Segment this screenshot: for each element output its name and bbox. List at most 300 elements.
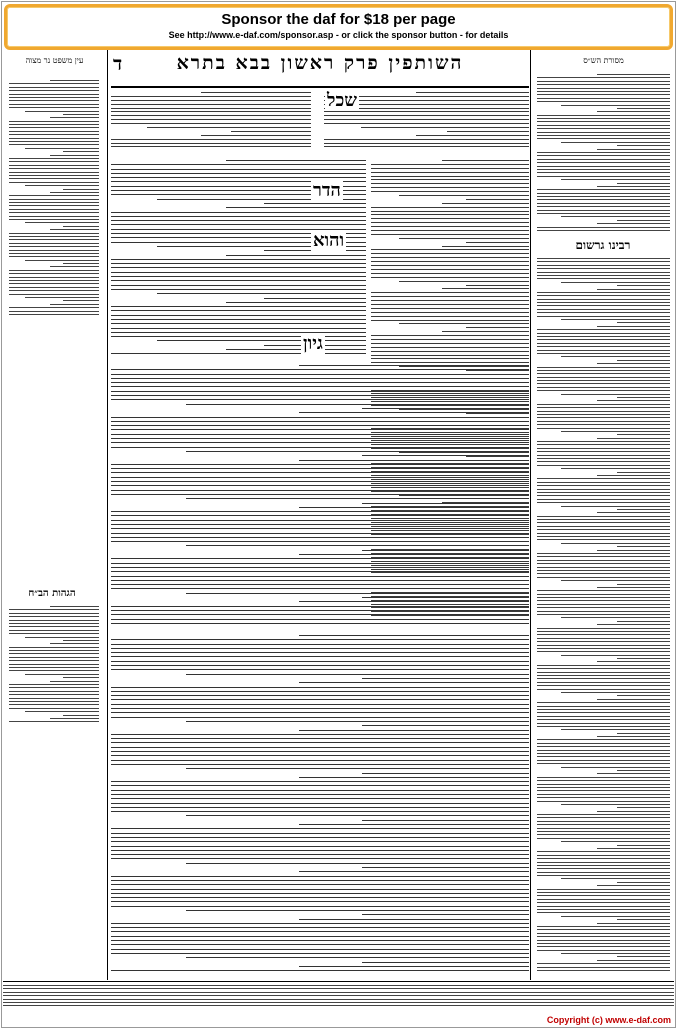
text-line: [371, 191, 529, 192]
gemara-word-gvin: גיון: [303, 333, 323, 354]
text-line: [9, 698, 99, 699]
text-line: [9, 178, 99, 179]
text-line: [537, 682, 670, 683]
text-line: [399, 323, 529, 324]
text-line: [9, 182, 99, 183]
text-line: [537, 753, 670, 754]
text-line: [537, 312, 670, 313]
text-line: [371, 300, 529, 301]
text-line: [299, 635, 529, 636]
text-line: [597, 848, 670, 849]
text-line: [537, 892, 670, 893]
text-line: [111, 901, 529, 902]
text-line: [111, 648, 529, 649]
text-line: [597, 186, 670, 187]
text-line: [50, 192, 100, 193]
text-line: [537, 526, 670, 527]
text-line: [186, 910, 529, 911]
text-line: [362, 550, 529, 551]
text-line: [537, 777, 670, 778]
text-line: [561, 916, 670, 917]
text-line: [9, 653, 99, 654]
text-line: [537, 638, 670, 639]
text-line: [537, 868, 670, 869]
text-line: [371, 362, 529, 363]
text-line: [371, 183, 529, 184]
text-line: [617, 956, 670, 957]
text-line: [9, 168, 99, 169]
text-line: [111, 738, 529, 739]
text-line: [537, 909, 670, 910]
text-line: [9, 243, 99, 244]
text-line: [111, 850, 529, 851]
text-line: [111, 442, 529, 443]
text-line: [111, 477, 529, 478]
text-line: [597, 438, 670, 439]
text-line: [371, 218, 529, 219]
text-line: [9, 630, 99, 631]
text-line: [9, 253, 99, 254]
text-line: [324, 111, 529, 112]
text-line: [9, 205, 99, 206]
text-line: [186, 863, 529, 864]
text-line: [537, 539, 670, 540]
text-line: [399, 281, 529, 282]
text-line: [597, 326, 670, 327]
text-line: [371, 226, 529, 227]
text-line: [537, 862, 670, 863]
text-line: [111, 580, 529, 581]
text-line: [537, 739, 670, 740]
text-line: [537, 597, 670, 598]
text-line: [111, 669, 529, 670]
text-line: [537, 648, 670, 649]
text-line: [371, 316, 529, 317]
text-line: [561, 319, 670, 320]
text-line: [9, 250, 99, 251]
text-line: [561, 543, 670, 544]
text-line: [299, 365, 529, 366]
text-line: [537, 851, 670, 852]
text-line: [9, 704, 99, 705]
rabbeinu-gershom-title: רבינו גרשום: [553, 238, 653, 253]
text-line: [537, 210, 670, 211]
text-line: [111, 447, 529, 448]
text-line: [537, 441, 670, 442]
text-line: [111, 323, 366, 324]
text-line: [537, 424, 670, 425]
text-line: [537, 963, 670, 964]
text-line: [111, 289, 366, 290]
text-line: [111, 524, 529, 525]
text-line: [111, 212, 366, 213]
text-line: [537, 533, 670, 534]
text-line: [617, 360, 670, 361]
text-line: [617, 509, 670, 510]
text-line: [617, 285, 670, 286]
text-line: [9, 144, 99, 145]
text-line: [537, 411, 670, 412]
text-line: [111, 96, 311, 97]
text-line: [362, 962, 529, 963]
text-line: [537, 723, 670, 724]
text-line: [371, 339, 529, 340]
text-line: [9, 273, 99, 274]
text-line: [371, 343, 529, 344]
text-line: [561, 506, 670, 507]
text-line: [25, 148, 99, 149]
text-line: [537, 295, 670, 296]
text-line: [537, 81, 670, 82]
text-line: [537, 292, 670, 293]
text-line: [25, 674, 99, 675]
text-line: [111, 272, 366, 273]
text-line: [597, 661, 670, 662]
text-line: [597, 960, 670, 961]
text-line: [537, 115, 670, 116]
gemara-lower-text: [111, 635, 529, 975]
text-line: [537, 600, 670, 601]
ein-mishpat-label: עין משפט נר מצוה: [25, 56, 84, 65]
text-line: [537, 189, 670, 190]
text-line: [371, 312, 529, 313]
text-line: [537, 594, 670, 595]
text-line: [617, 882, 670, 883]
text-line: [63, 640, 99, 641]
text-line: [63, 114, 99, 115]
text-line: [111, 537, 529, 538]
text-line: [537, 336, 670, 337]
text-line: [111, 472, 529, 473]
text-line: [186, 498, 529, 499]
text-line: [537, 370, 670, 371]
text-line: [25, 637, 99, 638]
text-line: [186, 768, 529, 769]
text-line: [371, 249, 529, 250]
text-line: [537, 790, 670, 791]
text-line: [537, 458, 670, 459]
text-line: [597, 475, 670, 476]
text-line: [111, 760, 529, 761]
sponsor-banner[interactable]: [4, 4, 673, 50]
text-line: [371, 207, 529, 208]
text-line: [147, 127, 311, 128]
text-line: [157, 340, 366, 341]
text-line: [362, 773, 529, 774]
text-line: [111, 263, 366, 264]
text-line: [362, 455, 529, 456]
gemara-wide-text: [111, 365, 529, 630]
text-line: [537, 668, 670, 669]
sponsor-title[interactable]: Sponsor the daf for $18 per page: [221, 11, 456, 28]
text-line: [537, 268, 670, 269]
text-line: [537, 685, 670, 686]
text-line: [371, 172, 529, 173]
text-line: [537, 230, 670, 231]
text-line: [447, 131, 529, 132]
text-line: [537, 125, 670, 126]
copyright-link[interactable]: Copyright (c) www.e-daf.com: [546, 1015, 671, 1025]
text-line: [537, 760, 670, 761]
text-line: [111, 949, 529, 950]
text-line: [537, 702, 670, 703]
text-line: [111, 336, 366, 337]
text-line: [537, 373, 670, 374]
text-line: [111, 623, 529, 624]
text-line: [9, 620, 99, 621]
text-line: [537, 902, 670, 903]
text-line: [371, 304, 529, 305]
text-line: [9, 100, 99, 101]
text-line: [299, 871, 529, 872]
text-line: [537, 553, 670, 554]
text-line: [537, 563, 670, 564]
text-line: [9, 124, 99, 125]
text-line: [50, 229, 100, 230]
text-line: [537, 678, 670, 679]
text-line: [9, 195, 99, 196]
text-line: [111, 285, 366, 286]
text-line: [111, 224, 366, 225]
text-line: [537, 746, 670, 747]
text-line: [111, 164, 366, 165]
text-line: [111, 123, 311, 124]
text-line: [537, 651, 670, 652]
text-line: [111, 665, 529, 666]
text-line: [561, 841, 670, 842]
text-line: [9, 647, 99, 648]
text-line: [9, 684, 99, 685]
text-line: [9, 239, 99, 240]
text-line: [537, 465, 670, 466]
text-line: [537, 451, 670, 452]
text-line: [597, 550, 670, 551]
text-line: [537, 343, 670, 344]
footnote-divider: [3, 981, 674, 982]
text-line: [111, 785, 529, 786]
text-line: [537, 152, 670, 153]
text-line: [537, 929, 670, 930]
text-line: [617, 733, 670, 734]
text-line: [597, 773, 670, 774]
text-line: [111, 395, 529, 396]
text-line: [3, 1002, 674, 1003]
text-line: [25, 222, 99, 223]
text-line: [466, 199, 529, 200]
text-line: [371, 211, 529, 212]
text-line: [537, 516, 670, 517]
text-line: [111, 434, 529, 435]
text-line: [537, 206, 670, 207]
text-line: [50, 718, 100, 719]
text-line: [537, 726, 670, 727]
text-line: [186, 593, 529, 594]
text-line: [9, 294, 99, 295]
text-line: [537, 414, 670, 415]
text-line: [186, 815, 529, 816]
text-line: [111, 734, 529, 735]
text-line: [299, 730, 529, 731]
text-line: [9, 691, 99, 692]
text-line: [371, 351, 529, 352]
text-line: [111, 177, 366, 178]
text-line: [111, 369, 529, 370]
text-line: [9, 290, 99, 291]
text-line: [466, 285, 529, 286]
text-line: [111, 897, 529, 898]
text-line: [9, 141, 99, 142]
text-line: [597, 74, 670, 75]
text-line: [617, 658, 670, 659]
text-line: [111, 858, 529, 859]
text-line: [111, 119, 311, 120]
text-line: [9, 670, 99, 671]
left-divider: [107, 50, 108, 980]
text-line: [111, 811, 529, 812]
text-line: [111, 481, 529, 482]
text-line: [9, 199, 99, 200]
text-line: [537, 169, 670, 170]
text-line: [63, 151, 99, 152]
text-line: [537, 529, 670, 530]
text-line: [371, 358, 529, 359]
text-line: [537, 607, 670, 608]
text-line: [537, 213, 670, 214]
text-line: [50, 606, 100, 607]
text-line: [537, 367, 670, 368]
text-line: [299, 919, 529, 920]
text-line: [111, 421, 529, 422]
text-line: [111, 742, 529, 743]
ein-mishpat-text: [9, 80, 99, 320]
text-line: [617, 472, 670, 473]
text-line: [537, 478, 670, 479]
text-line: [362, 914, 529, 915]
text-line: [9, 216, 99, 217]
text-line: [25, 711, 99, 712]
text-line: [537, 570, 670, 571]
text-line: [537, 485, 670, 486]
text-line: [9, 721, 99, 722]
text-line: [111, 490, 529, 491]
text-line: [597, 111, 670, 112]
text-line: [25, 185, 99, 186]
text-line: [537, 138, 670, 139]
text-line: [111, 614, 529, 615]
text-line: [597, 223, 670, 224]
text-line: [537, 946, 670, 947]
text-line: [537, 814, 670, 815]
text-line: [111, 927, 529, 928]
text-line: [537, 750, 670, 751]
text-line: [537, 448, 670, 449]
text-line: [561, 878, 670, 879]
text-line: [537, 489, 670, 490]
text-line: [111, 764, 529, 765]
text-line: [537, 573, 670, 574]
text-line: [371, 320, 529, 321]
text-line: [371, 347, 529, 348]
text-line: [9, 650, 99, 651]
text-line: [537, 380, 670, 381]
text-line: [537, 275, 670, 276]
text-line: [597, 400, 670, 401]
text-line: [537, 950, 670, 951]
text-line: [111, 803, 529, 804]
text-line: [371, 164, 529, 165]
text-line: [9, 90, 99, 91]
text-line: [597, 811, 670, 812]
text-line: [442, 288, 529, 289]
text-line: [9, 97, 99, 98]
text-line: [9, 664, 99, 665]
text-line: [561, 729, 670, 730]
text-line: [597, 885, 670, 886]
text-line: [597, 699, 670, 700]
text-line: [597, 624, 670, 625]
text-line: [9, 87, 99, 88]
masoret-label: מסורת הש״ס: [583, 56, 624, 65]
text-line: [157, 293, 366, 294]
text-line: [561, 655, 670, 656]
talmud-page: [3, 50, 674, 1014]
text-line: [617, 322, 670, 323]
text-line: [111, 970, 529, 971]
text-line: [111, 382, 529, 383]
text-line: [63, 300, 99, 301]
text-line: [537, 522, 670, 523]
text-line: [537, 383, 670, 384]
text-line: [111, 751, 529, 752]
text-line: [9, 314, 99, 315]
text-line: [299, 507, 529, 508]
text-line: [537, 77, 670, 78]
text-line: [111, 708, 529, 709]
text-line: [299, 966, 529, 967]
text-line: [537, 787, 670, 788]
text-line: [361, 127, 529, 128]
text-line: [537, 716, 670, 717]
text-line: [597, 923, 670, 924]
text-line: [111, 828, 529, 829]
ein-mishpat-column: [3, 50, 106, 980]
text-line: [111, 854, 529, 855]
text-line: [537, 350, 670, 351]
text-line: [324, 115, 529, 116]
text-line: [111, 429, 529, 430]
text-line: [617, 183, 670, 184]
text-line: [537, 967, 670, 968]
text-line: [442, 160, 529, 161]
text-line: [537, 261, 670, 262]
sponsor-subtitle[interactable]: See http://www.e-daf.com/sponsor.asp - or click the sponsor button - for details: [168, 30, 509, 40]
text-line: [9, 633, 99, 634]
text-line: [371, 176, 529, 177]
text-line: [324, 146, 529, 147]
text-line: [9, 270, 99, 271]
text-line: [362, 867, 529, 868]
text-line: [9, 212, 99, 213]
text-line: [111, 108, 311, 109]
text-line: [597, 363, 670, 364]
text-line: [299, 554, 529, 555]
text-line: [537, 872, 670, 873]
text-line: [561, 142, 670, 143]
text-line: [597, 289, 670, 290]
text-line: [537, 91, 670, 92]
gemara-word-hadar: הדר: [313, 180, 341, 201]
text-line: [537, 577, 670, 578]
